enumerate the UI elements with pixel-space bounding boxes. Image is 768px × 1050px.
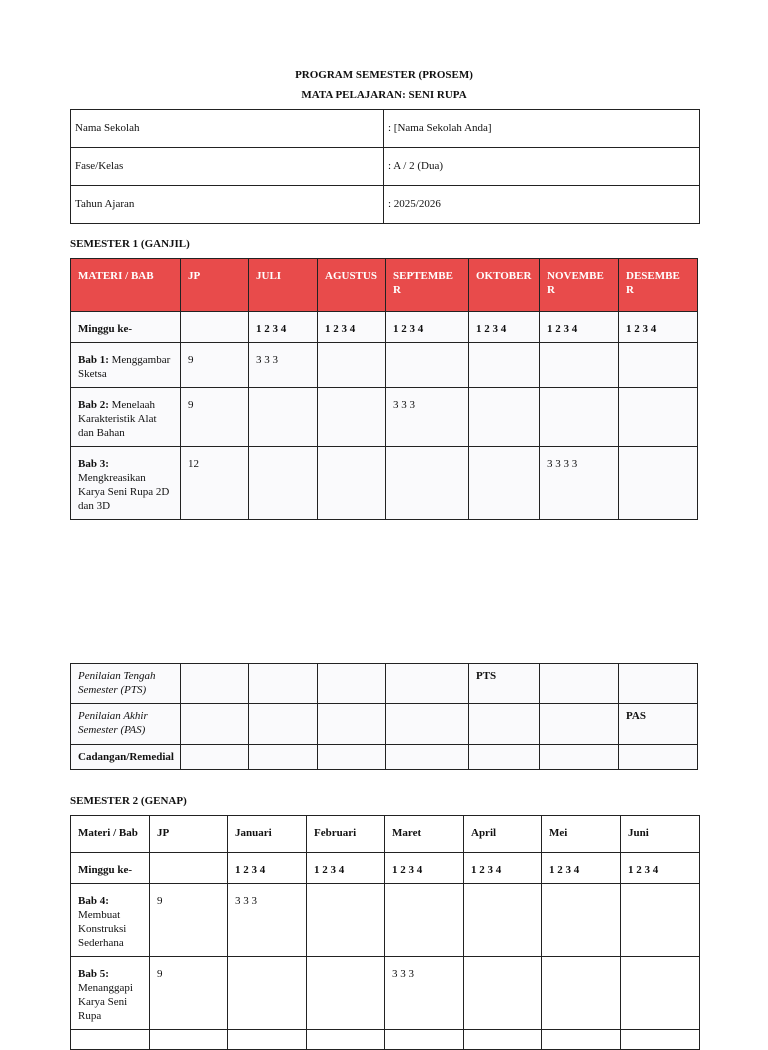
table-row <box>71 186 700 224</box>
assessment-label: Cadangan/Remedial <box>71 745 181 770</box>
schedule-cell <box>621 884 700 957</box>
schedule-cell <box>469 447 540 520</box>
table-cell <box>386 745 469 770</box>
bab-title: Menggambar Sketsa <box>78 354 171 380</box>
week-numbers: 1 2 3 4 <box>318 312 386 343</box>
column-header: AGUSTUS <box>318 259 386 312</box>
table-header-row <box>71 259 698 312</box>
jp-cell: 9 <box>150 884 228 957</box>
schedule-cell <box>249 388 318 447</box>
schedule-cell <box>249 447 318 520</box>
table-cell <box>469 704 540 745</box>
table-cell <box>619 745 698 770</box>
week-numbers: 1 2 3 4 <box>540 312 619 343</box>
schedule-cell <box>385 884 464 957</box>
week-numbers: 1 2 3 4 <box>464 853 542 884</box>
week-numbers: 1 2 3 4 <box>307 853 385 884</box>
info-label: Fase/Kelas <box>71 148 384 186</box>
schedule-cell <box>621 957 700 1030</box>
table-cell <box>386 664 469 704</box>
column-header: Maret <box>385 816 464 853</box>
schedule-cell <box>619 388 698 447</box>
semester-1-table <box>70 258 698 520</box>
jp-cell: 9 <box>181 343 249 388</box>
table-row <box>71 388 698 447</box>
table-cell <box>469 745 540 770</box>
schedule-cell <box>228 957 307 1030</box>
bab-title: Menelaah Karakteristik Alat dan Bahan <box>78 399 157 439</box>
info-label: Nama Sekolah <box>71 110 384 148</box>
week-numbers: 1 2 3 4 <box>542 853 621 884</box>
week-numbers: 1 2 3 4 <box>249 312 318 343</box>
table-cell <box>542 1030 621 1050</box>
bab-cell <box>71 447 181 520</box>
schedule-cell <box>540 343 619 388</box>
column-header: SEPTEMBE R <box>386 259 469 312</box>
schedule-cell <box>619 447 698 520</box>
schedule-cell <box>386 343 469 388</box>
week-numbers: 1 2 3 4 <box>228 853 307 884</box>
table-cell <box>150 1030 228 1050</box>
bab-title: Membuat Konstruksi Sederhana <box>78 909 127 949</box>
table-cell <box>464 1030 542 1050</box>
pts-mark: PTS <box>469 664 540 704</box>
table-cell <box>181 664 249 704</box>
bab-cell <box>71 957 150 1030</box>
table-cell <box>249 704 318 745</box>
info-value: : [Nama Sekolah Anda] <box>384 110 700 148</box>
bab-cell <box>71 884 150 957</box>
info-label: Tahun Ajaran <box>71 186 384 224</box>
bab-number: Bab 3: <box>78 458 109 470</box>
bab-cell <box>71 343 181 388</box>
week-numbers: 1 2 3 4 <box>469 312 540 343</box>
schedule-cell: 3 3 3 <box>249 343 318 388</box>
assessment-label: Penilaian Akhir Semester (PAS) <box>71 704 181 745</box>
bab-title: Mengkreasikan Karya Seni Rupa 2D dan 3D <box>78 472 170 512</box>
table-cell <box>318 745 386 770</box>
table-cell <box>228 1030 307 1050</box>
column-header: JP <box>181 259 249 312</box>
schedule-cell: 3 3 3 <box>228 884 307 957</box>
bab-number: Bab 4: <box>78 895 109 907</box>
table-cell <box>621 1030 700 1050</box>
schedule-cell <box>318 343 386 388</box>
table-cell <box>71 1030 150 1050</box>
column-header: Februari <box>307 816 385 853</box>
school-info-table <box>70 109 700 224</box>
table-row <box>71 853 700 884</box>
column-header: NOVEMBE R <box>540 259 619 312</box>
table-cell <box>181 745 249 770</box>
schedule-cell <box>469 388 540 447</box>
week-numbers: 1 2 3 4 <box>386 312 469 343</box>
table-cell <box>318 704 386 745</box>
week-numbers: 1 2 3 4 <box>385 853 464 884</box>
column-header: Mei <box>542 816 621 853</box>
table-header-row <box>71 816 700 853</box>
jp-cell: 9 <box>150 957 228 1030</box>
semester-2-table <box>70 815 700 1050</box>
jp-cell: 9 <box>181 388 249 447</box>
schedule-cell <box>469 343 540 388</box>
info-value: : 2025/2026 <box>384 186 700 224</box>
schedule-cell <box>619 343 698 388</box>
semester-1-heading: SEMESTER 1 (GANJIL) <box>70 238 190 250</box>
document-subtitle: MATA PELAJARAN: SENI RUPA <box>301 89 467 101</box>
column-header: Juni <box>621 816 700 853</box>
table-row <box>71 664 698 704</box>
table-row <box>71 110 700 148</box>
table-cell <box>318 664 386 704</box>
table-row <box>71 957 700 1030</box>
table-cell <box>540 704 619 745</box>
table-cell <box>181 312 249 343</box>
schedule-cell <box>307 884 385 957</box>
table-cell <box>249 664 318 704</box>
table-row <box>71 745 698 770</box>
bab-number: Bab 1: <box>78 354 109 366</box>
schedule-cell <box>540 388 619 447</box>
schedule-cell <box>464 884 542 957</box>
table-cell <box>386 704 469 745</box>
info-value: : A / 2 (Dua) <box>384 148 700 186</box>
table-cell <box>181 704 249 745</box>
semester-1-assessment-table <box>70 663 698 770</box>
table-cell <box>150 853 228 884</box>
column-header: DESEMBE R <box>619 259 698 312</box>
minggu-label: Minggu ke- <box>71 853 150 884</box>
table-row <box>71 704 698 745</box>
document-title: PROGRAM SEMESTER (PROSEM) <box>295 69 473 81</box>
assessment-label: Penilaian Tengah Semester (PTS) <box>71 664 181 704</box>
column-header: Januari <box>228 816 307 853</box>
table-cell <box>385 1030 464 1050</box>
table-cell <box>540 745 619 770</box>
schedule-cell <box>307 957 385 1030</box>
schedule-cell: 3 3 3 3 <box>540 447 619 520</box>
table-cell <box>307 1030 385 1050</box>
minggu-label: Minggu ke- <box>71 312 181 343</box>
table-row <box>71 1030 700 1050</box>
jp-cell: 12 <box>181 447 249 520</box>
bab-cell <box>71 388 181 447</box>
table-row <box>71 884 700 957</box>
bab-number: Bab 2: <box>78 399 109 411</box>
week-numbers: 1 2 3 4 <box>621 853 700 884</box>
schedule-cell <box>318 447 386 520</box>
column-header: OKTOBER <box>469 259 540 312</box>
bab-number: Bab 5: <box>78 968 109 980</box>
pas-mark: PAS <box>619 704 698 745</box>
schedule-cell: 3 3 3 <box>385 957 464 1030</box>
schedule-cell <box>318 388 386 447</box>
schedule-cell: 3 3 3 <box>386 388 469 447</box>
schedule-cell <box>386 447 469 520</box>
schedule-cell <box>464 957 542 1030</box>
column-header: MATERI / BAB <box>71 259 181 312</box>
table-cell <box>249 745 318 770</box>
column-header: April <box>464 816 542 853</box>
table-cell <box>540 664 619 704</box>
semester-2-heading: SEMESTER 2 (GENAP) <box>70 795 187 807</box>
schedule-cell <box>542 957 621 1030</box>
table-row <box>71 447 698 520</box>
table-row <box>71 312 698 343</box>
week-numbers: 1 2 3 4 <box>619 312 698 343</box>
column-header: JP <box>150 816 228 853</box>
schedule-cell <box>542 884 621 957</box>
table-row <box>71 148 700 186</box>
table-row <box>71 343 698 388</box>
table-cell <box>619 664 698 704</box>
column-header: JULI <box>249 259 318 312</box>
bab-title: Menanggapi Karya Seni Rupa <box>78 982 133 1022</box>
column-header: Materi / Bab <box>71 816 150 853</box>
